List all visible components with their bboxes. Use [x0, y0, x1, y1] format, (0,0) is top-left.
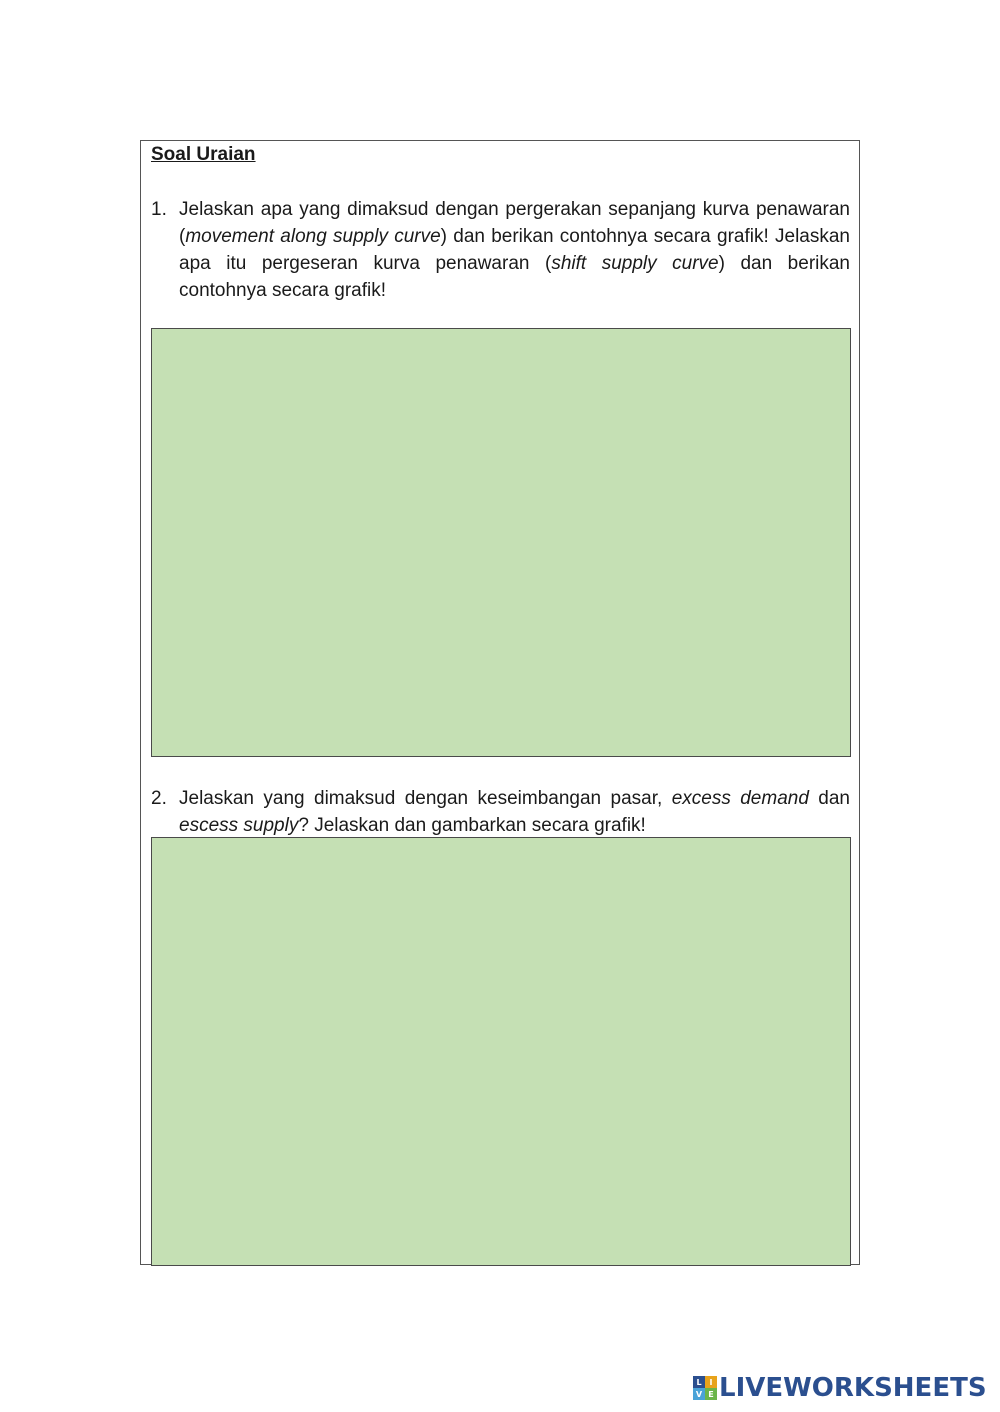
brand-mark-letter: V — [693, 1388, 705, 1400]
question-term-italic: excess demand — [671, 788, 809, 809]
liveworksheets-mark-icon — [693, 1376, 717, 1400]
question-1 — [151, 196, 850, 304]
question-term-italic: shift supply curve — [551, 253, 719, 274]
brand-mark-letter: I — [705, 1376, 717, 1388]
question-term-italic: movement along supply curve — [185, 226, 441, 247]
question-text — [179, 196, 850, 304]
question-2 — [151, 785, 850, 839]
question-number: 1. — [151, 199, 167, 220]
brand-name: LIVEWORKSHEETS — [719, 1373, 987, 1403]
answer-box-2[interactable] — [151, 837, 851, 1266]
brand-mark-letter: E — [705, 1388, 717, 1400]
question-text — [179, 785, 850, 839]
question-text-segment: dan — [808, 788, 850, 809]
liveworksheets-logo — [693, 1374, 987, 1402]
question-number: 2. — [151, 788, 167, 809]
worksheet-frame — [140, 140, 860, 1265]
answer-box-1[interactable] — [151, 328, 851, 757]
section-title: Soal Uraian — [151, 144, 256, 165]
question-text-segment: ? Jelaskan dan gambarkan secara grafik! — [298, 815, 646, 836]
question-text-segment: Jelaskan yang dimaksud dengan keseimbangan pasar, — [179, 788, 672, 809]
brand-mark-letter: L — [693, 1376, 705, 1388]
question-text-segment: ) dan berikan contohnya secara grafik! Jelaskan apa itu pergeseran kurva penawaran ( — [179, 226, 850, 274]
question-text-segment: ) dan berikan contohnya secara grafik! — [179, 253, 851, 301]
question-text-segment: Jelaskan apa yang dimaksud dengan pergerakan sepanjang kurva penawaran ( — [179, 199, 850, 247]
question-term-italic: escess supply — [179, 815, 299, 836]
